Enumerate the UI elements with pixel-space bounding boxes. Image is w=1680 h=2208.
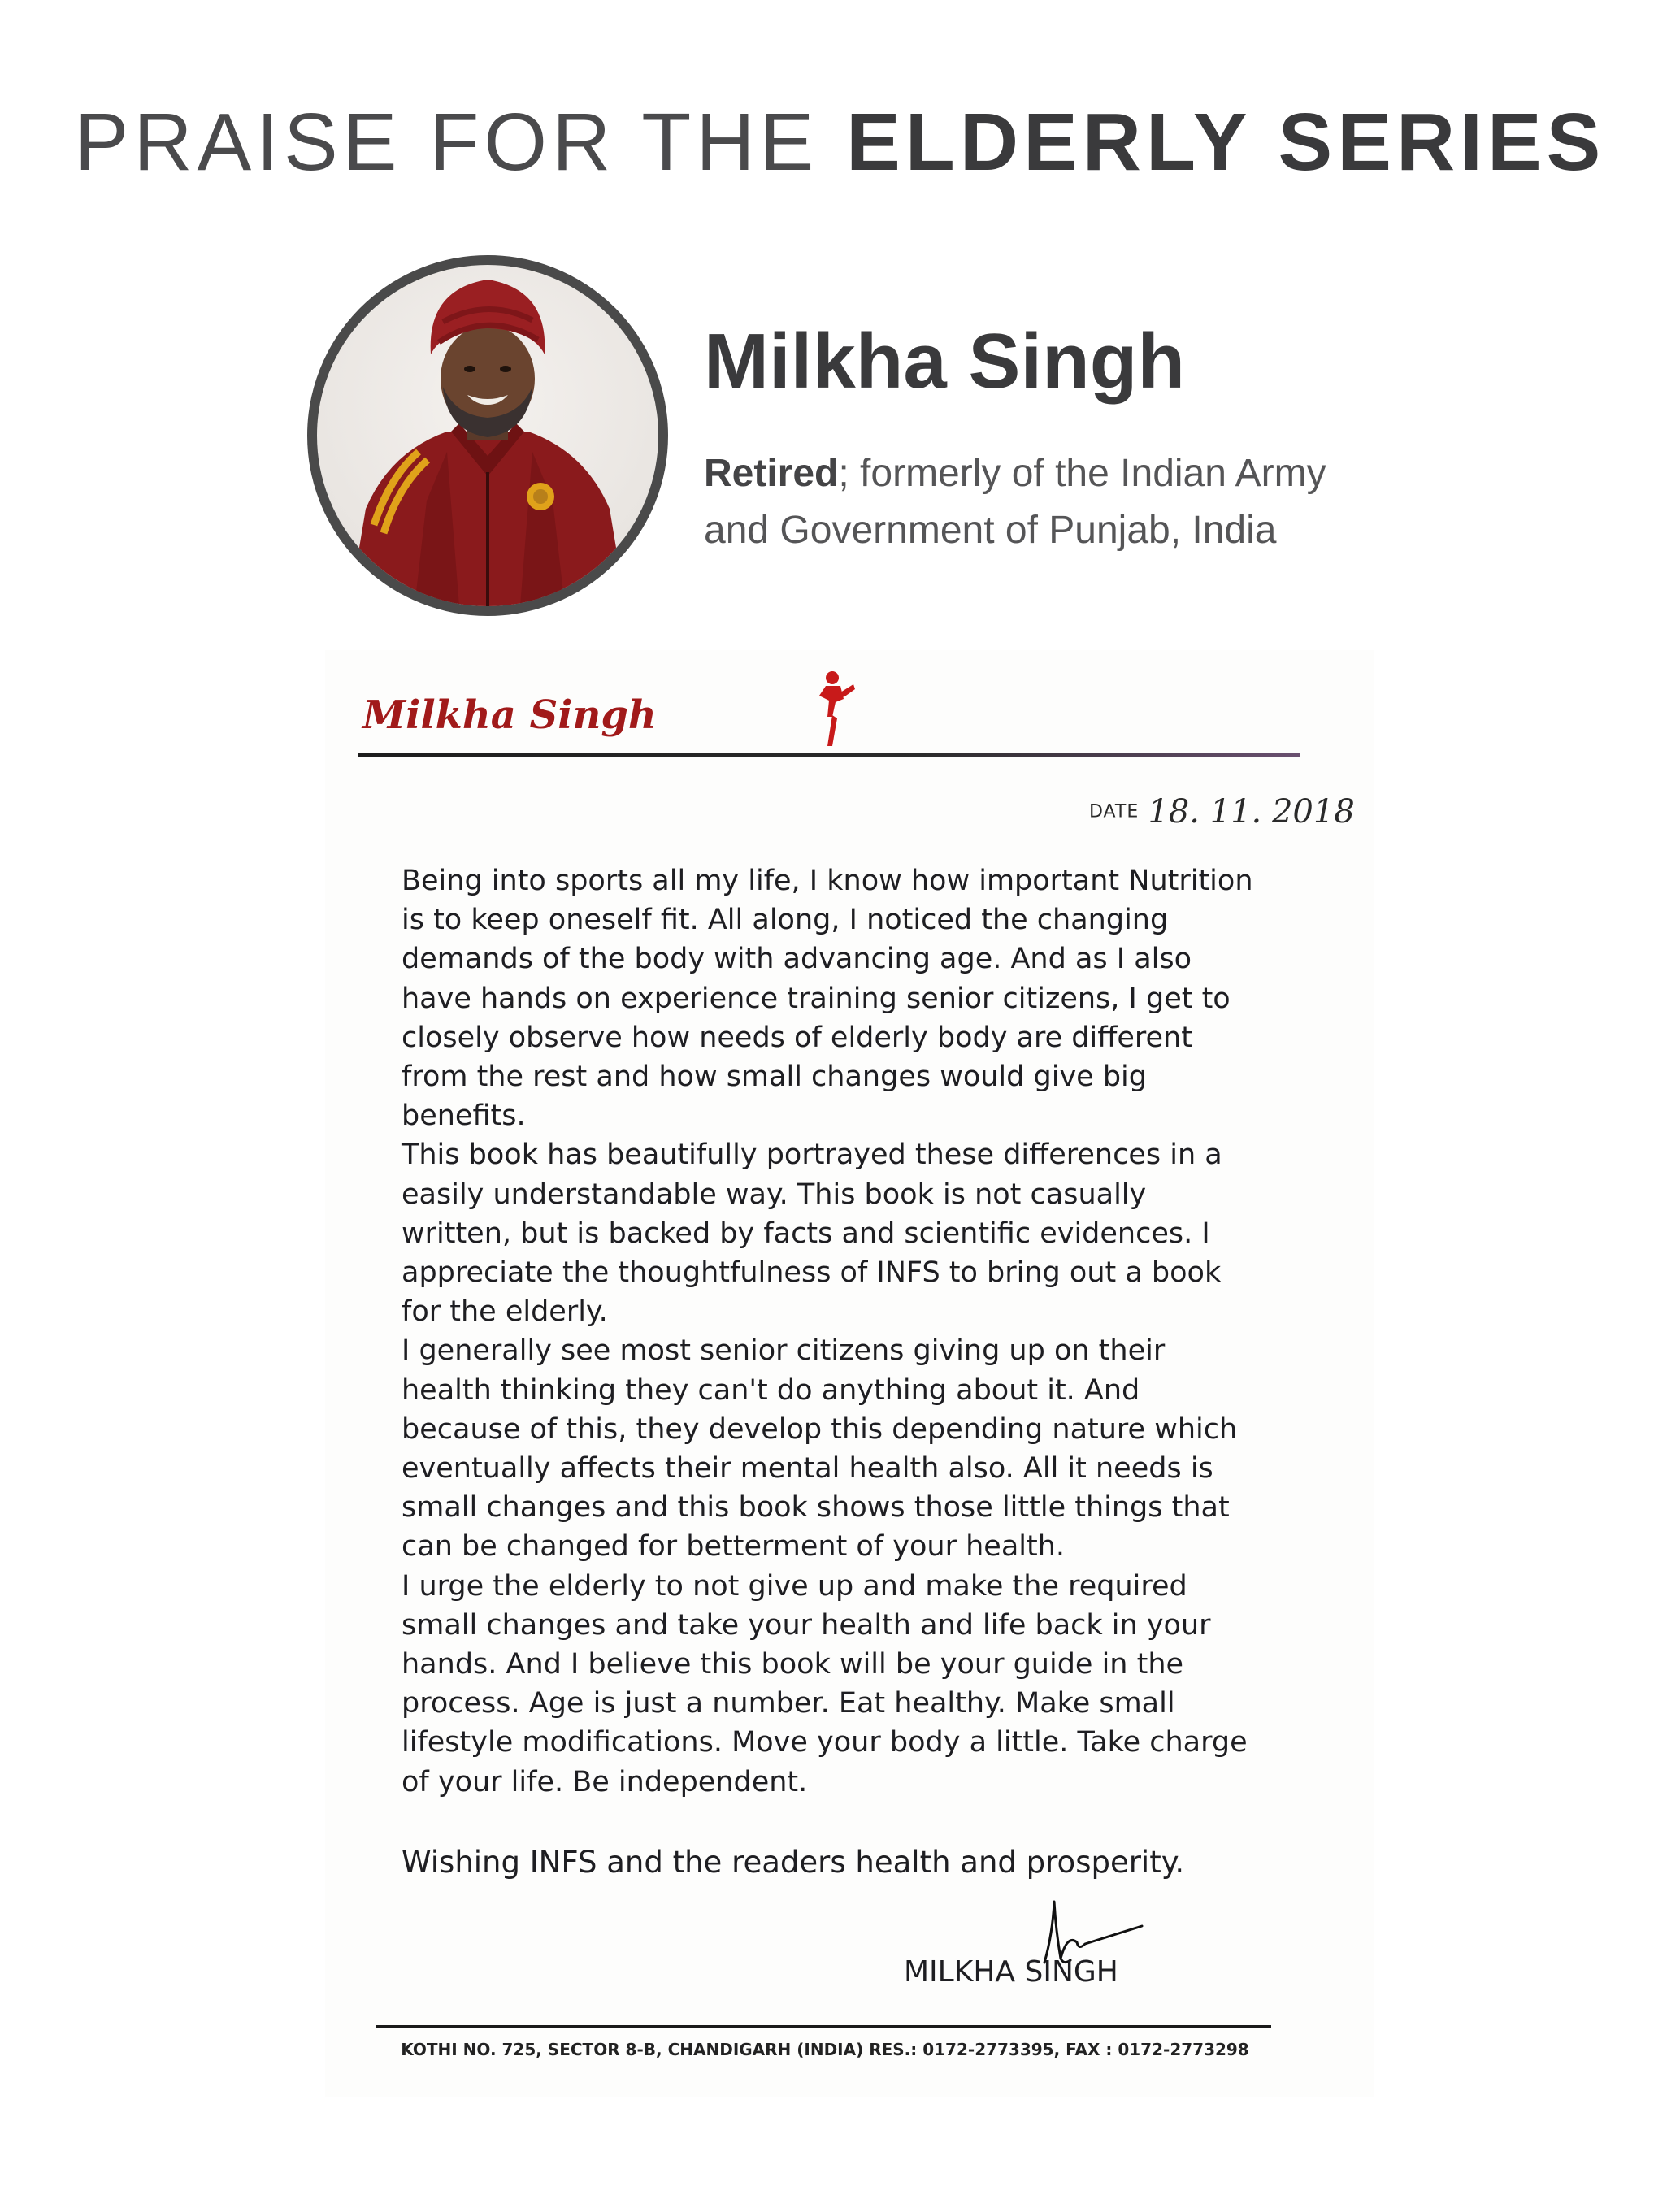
footer-address: KOTHI NO. 725, SECTOR 8-B, CHANDIGARH (INDIA) RES.: 0172-2773395, FAX : 0172-2773298 xyxy=(401,2040,1249,2059)
endorser-role-strong: Retired xyxy=(704,452,839,495)
portrait-illustration xyxy=(317,265,658,606)
letter-line: appreciate the thoughtfulness of INFS to bring out a book xyxy=(402,1256,1222,1290)
letter-line: have hands on experience training senior citizens, I get to xyxy=(402,982,1231,1015)
letter-line: of your life. Be independent. xyxy=(402,1765,808,1798)
signatory-name: MILKHA SINGH xyxy=(904,1955,1118,1989)
letter-line: Being into sports all my life, I know how important Nutrition xyxy=(402,865,1253,897)
letter-line: health thinking they can't do anything about it. And xyxy=(402,1373,1140,1407)
letter-line: small changes and take your health and life back in your xyxy=(402,1608,1211,1642)
page-title-bold: ELDERLY SERIES xyxy=(846,97,1606,188)
letter-line: lifestyle modifications. Move your body a little. Take charge xyxy=(402,1726,1248,1759)
letter-line: hands. And I believe this book will be your guide in the xyxy=(402,1648,1184,1681)
letter-line: I generally see most senior citizens giving up on their xyxy=(402,1334,1166,1368)
letter-line: small changes and this book shows those little things that xyxy=(402,1491,1230,1525)
endorser-role-line2: and Government of Punjab, India xyxy=(704,509,1277,552)
date-row xyxy=(1089,793,1355,831)
letter-body xyxy=(402,861,1312,1802)
endorser-name: Milkha Singh xyxy=(704,318,1186,405)
letter-line: demands of the body with advancing age. And as I also xyxy=(402,943,1192,976)
portrait-photo xyxy=(307,255,668,616)
endorser-role xyxy=(704,445,1435,559)
letter-line: is to keep oneself fit. All along, I noticed the changing xyxy=(402,904,1169,937)
runner-logo-icon xyxy=(808,668,857,749)
letterhead-name: Milkha Singh xyxy=(362,692,657,738)
page-title-light: PRAISE FOR THE xyxy=(74,97,847,188)
letter-line: because of this, they develop this depending nature which xyxy=(402,1412,1238,1446)
page-title xyxy=(0,96,1680,189)
letter-line: process. Age is just a number. Eat healthy. Make small xyxy=(402,1687,1175,1720)
letterhead-rule xyxy=(358,753,1300,757)
date-value: 18. 11. 2018 xyxy=(1148,793,1355,831)
letter-line: I urge the elderly to not give up and make the required xyxy=(402,1569,1187,1603)
letter-closing: Wishing INFS and the readers health and prosperity. xyxy=(402,1845,1185,1880)
endorser-role-rest: ; formerly of the Indian Army xyxy=(838,452,1326,495)
letter-line: closely observe how needs of elderly body are different xyxy=(402,1021,1192,1054)
letter-line: for the elderly. xyxy=(402,1295,608,1329)
letter-line: from the rest and how small changes would give big xyxy=(402,1061,1147,1094)
letter-line: written, but is backed by facts and scientific evidences. I xyxy=(402,1217,1210,1250)
letter-line: This book has beautifully portrayed these differences in a xyxy=(402,1139,1222,1172)
date-label: DATE xyxy=(1089,801,1140,822)
letter-line: easily understandable way. This book is not casually xyxy=(402,1178,1147,1211)
footer-rule xyxy=(376,2025,1271,2028)
letter-line: can be changed for betterment of your health. xyxy=(402,1530,1066,1564)
letter-line: eventually affects their mental health also. All it needs is xyxy=(402,1452,1213,1486)
endorsement-letter xyxy=(325,650,1374,2097)
letter-line: benefits. xyxy=(402,1100,526,1133)
